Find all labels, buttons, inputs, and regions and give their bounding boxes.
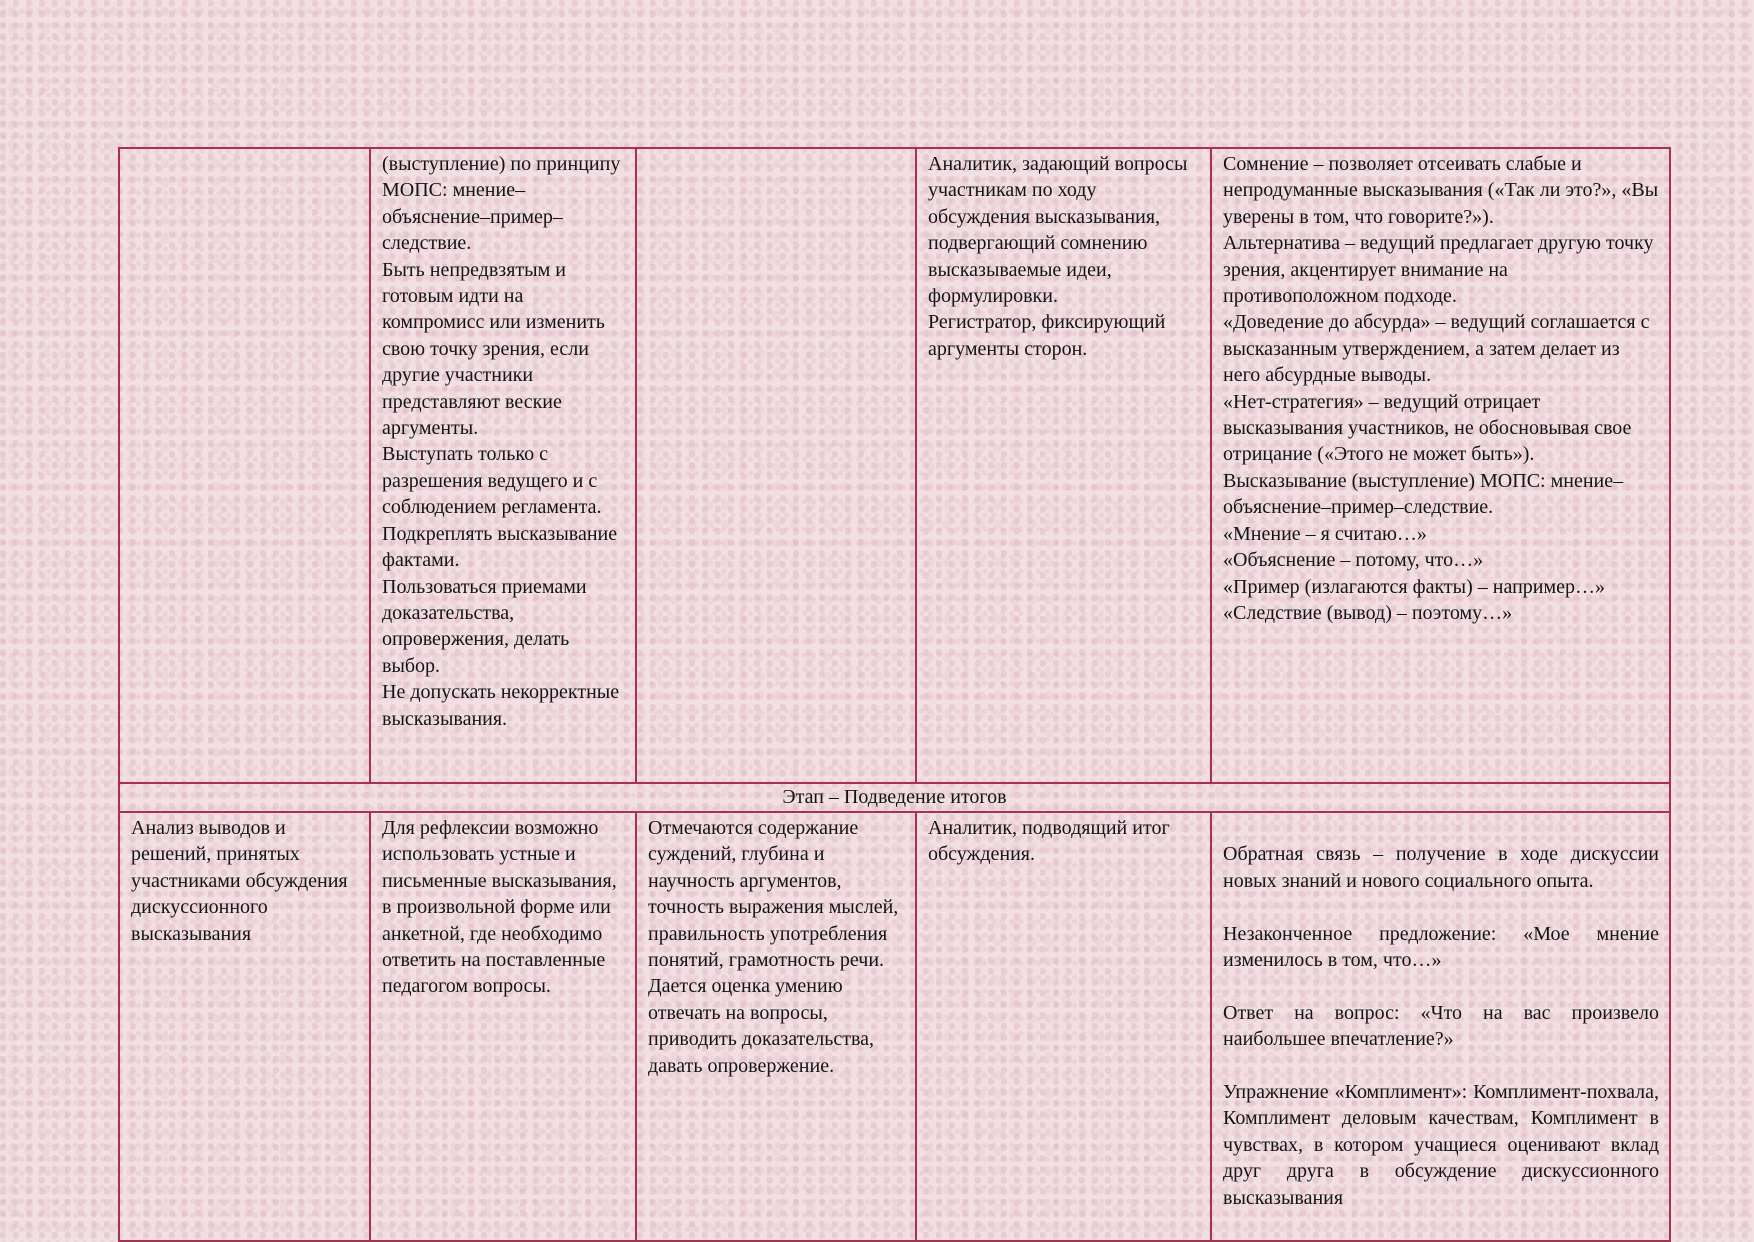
cell-evaluation — [636, 148, 916, 783]
stage-title: Этап – Подведение итогов — [119, 783, 1670, 812]
table-row — [119, 148, 1670, 783]
technique-compliment: Упражнение «Комплимент»: Комплимент-похвала, Комплимент деловым качествам, Комплимент в чувствах, в котором учащиеся оценивают вклад друг друга в обсуждение дискуссионного высказывания — [1223, 1081, 1659, 1209]
technique-question-answer: Ответ на вопрос: «Что на вас произвело наибольшее впечатление?» — [1223, 1001, 1659, 1051]
cell-participant-rules: Для рефлексии возможно использовать устные и письменные высказывания, в произвольной форме или анкетной, где необходимо ответить на поставленные педагогом вопросы. — [370, 812, 636, 1241]
cell-teacher-role: Аналитик, подводящий итог обсуждения. — [916, 812, 1211, 1241]
cell-stage-goal: Анализ выводов и решений, принятых участниками обсуждения дискуссионного высказывания — [119, 812, 370, 1241]
table-row — [119, 812, 1670, 1241]
technique-feedback: Обратная связь – получение в ходе дискуссии новых знаний и нового социального опыта. — [1223, 843, 1659, 892]
cell-stage-goal — [119, 148, 370, 783]
technique-unfinished-sentence: Незаконченное предложение: «Мое мнение изменилось в том, что…» — [1223, 922, 1659, 972]
stage-header-row — [119, 783, 1670, 812]
cell-techniques — [1211, 812, 1670, 1241]
methodology-table — [118, 147, 1671, 1242]
cell-teacher-role: Аналитик, задающий вопросы участникам по ходу обсуждения высказывания, подвергающий сомнению высказываемые идеи, формулировки. Регистратор, фиксирующий аргументы сторон. — [916, 148, 1211, 783]
cell-techniques: Сомнение – позволяет отсеивать слабые и непродуманные высказывания («Так ли это?», «Вы уверены в том, что говорите?»). Альтернатива – ведущий предлагает другую точку зрения, акцентирует внимание на противоположном подходе. «Доведение до абсурда» – ведущий соглашается с высказанным утверждением, а затем делает из него абсурдные выводы. «Нет-стратегия» – ведущий отрицает высказывания участников, не обосновывая свое отрицание («Этого не может быть»). Высказывание (выступление) МОПС: мнение–объяснение–пример–следствие. «Мнение – я считаю…» «Объяснение – потому, что…» «Пример (излагаются факты) – например…» «Следствие (вывод) – поэтому…» — [1211, 148, 1670, 783]
cell-participant-rules: (выступление) по принципу МОПС: мнение–объяснение–пример–следствие. Быть непредвзятым и готовым идти на компромисс или изменить свою точку зрения, если другие участники представляют веские аргументы. Выступать только с разрешения ведущего и с соблюдением регламента. Подкреплять высказывание фактами. Пользоваться приемами доказательства, опровержения, делать выбор. Не допускать некорректные высказывания. — [370, 148, 636, 783]
cell-evaluation: Отмечаются содержание суждений, глубина и научность аргументов, точность выражения мыслей, правильность употребления понятий, грамотность речи. Дается оценка умению отвечать на вопросы, приводить доказательства, давать опровержение. — [636, 812, 916, 1241]
